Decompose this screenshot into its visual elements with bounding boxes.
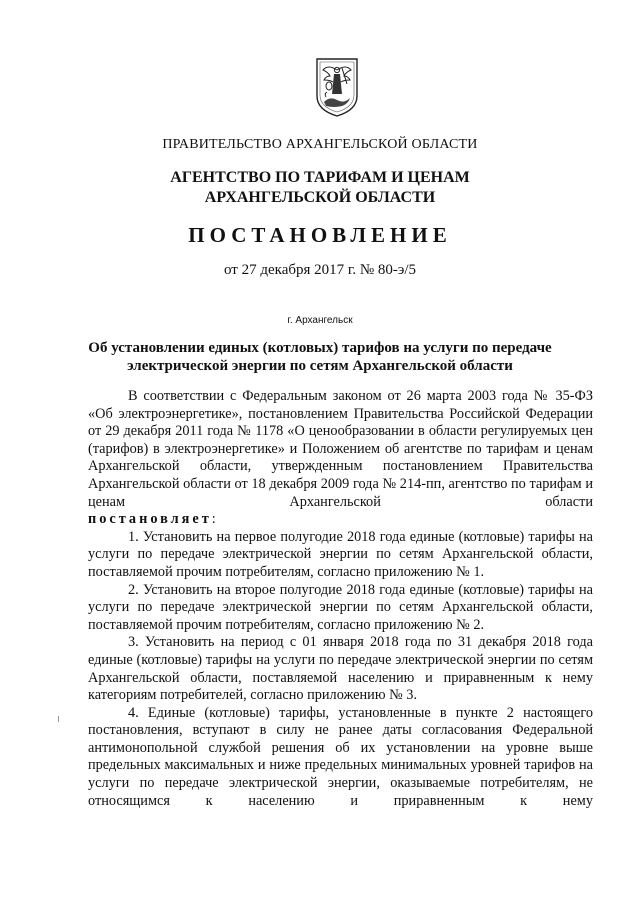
coat-of-arms-icon (314, 56, 360, 118)
agency-name-line1: АГЕНТСТВО ПО ТАРИФАМ И ЦЕНАМ (170, 169, 470, 186)
item-2-paragraph: 2. Установить на второе полугодие 2018 года единые (котловые) тарифы на услуги по передаче электрической энергии по сетям Архангельской области, поставляемой прочим потребителям, согласно приложению № 2. (88, 581, 593, 633)
document-city: г. Архангельск (287, 315, 353, 326)
government-name: ПРАВИТЕЛЬСТВО АРХАНГЕЛЬСКОЙ ОБЛАСТИ (162, 137, 478, 152)
document-subject-line1: Об установлении единых (котловых) тарифов на услуги по передаче (88, 340, 552, 356)
item-1-paragraph: 1. Установить на первое полугодие 2018 года единые (котловые) тарифы на услуги по передаче электрической энергии по сетям Архангельской области, поставляемой прочим потребителям, согласно приложению № 1. (88, 528, 593, 580)
agency-name-line2: АРХАНГЕЛЬСКОЙ ОБЛАСТИ (204, 189, 436, 206)
preamble-paragraph: В соответствии с Федеральным законом от 26 марта 2003 года № 35-ФЗ «Об электроэнергетике», постановлением Правительства Российской Федерации от 29 декабря 2011 года № 1178 «О ценообразовании в области регулируемых цен (тарифов) в электроэнергетике» и Положением об агентстве по тарифам и ценам Архангельской области, утвержденным постановлением Правительства Архангельской области от 18 декабря 2009 года № 214-пп, агентство по тарифам и ценам Архангельской области (88, 388, 593, 510)
resolve-word: постановляет (88, 511, 212, 528)
resolve-line (88, 511, 593, 529)
document-type: ПОСТАНОВЛЕНИЕ (188, 223, 452, 247)
resolve-colon: : (211, 511, 216, 528)
document-body (88, 388, 593, 810)
item-4-paragraph: 4. Единые (котловые) тарифы, установленные в пункте 2 настоящего постановления, вступают в силу не ранее даты согласования Федеральной антимонопольной службой решения об их установлении на уровне выше предельных максимальных и ниже предельных минимальных уровней тарифов на услуги по передаче электрической энергии, оказываемые потребителям, не относящимся к населению и приравненным к нему (88, 704, 593, 809)
document-date-number: от 27 декабря 2017 г. № 80-э/5 (223, 262, 417, 278)
item-3-paragraph: 3. Установить на период с 01 января 2018 года по 31 декабря 2018 года единые (котловые) тарифы на услуги по передаче электрической энергии по сетям Архангельской области, поставляемой населению и приравненным к нему категориям потребителей, согласно приложению № 3. (88, 634, 593, 704)
document-subject-line2: электрической энергии по сетям Архангельской области (127, 358, 513, 374)
margin-mark (58, 716, 59, 722)
